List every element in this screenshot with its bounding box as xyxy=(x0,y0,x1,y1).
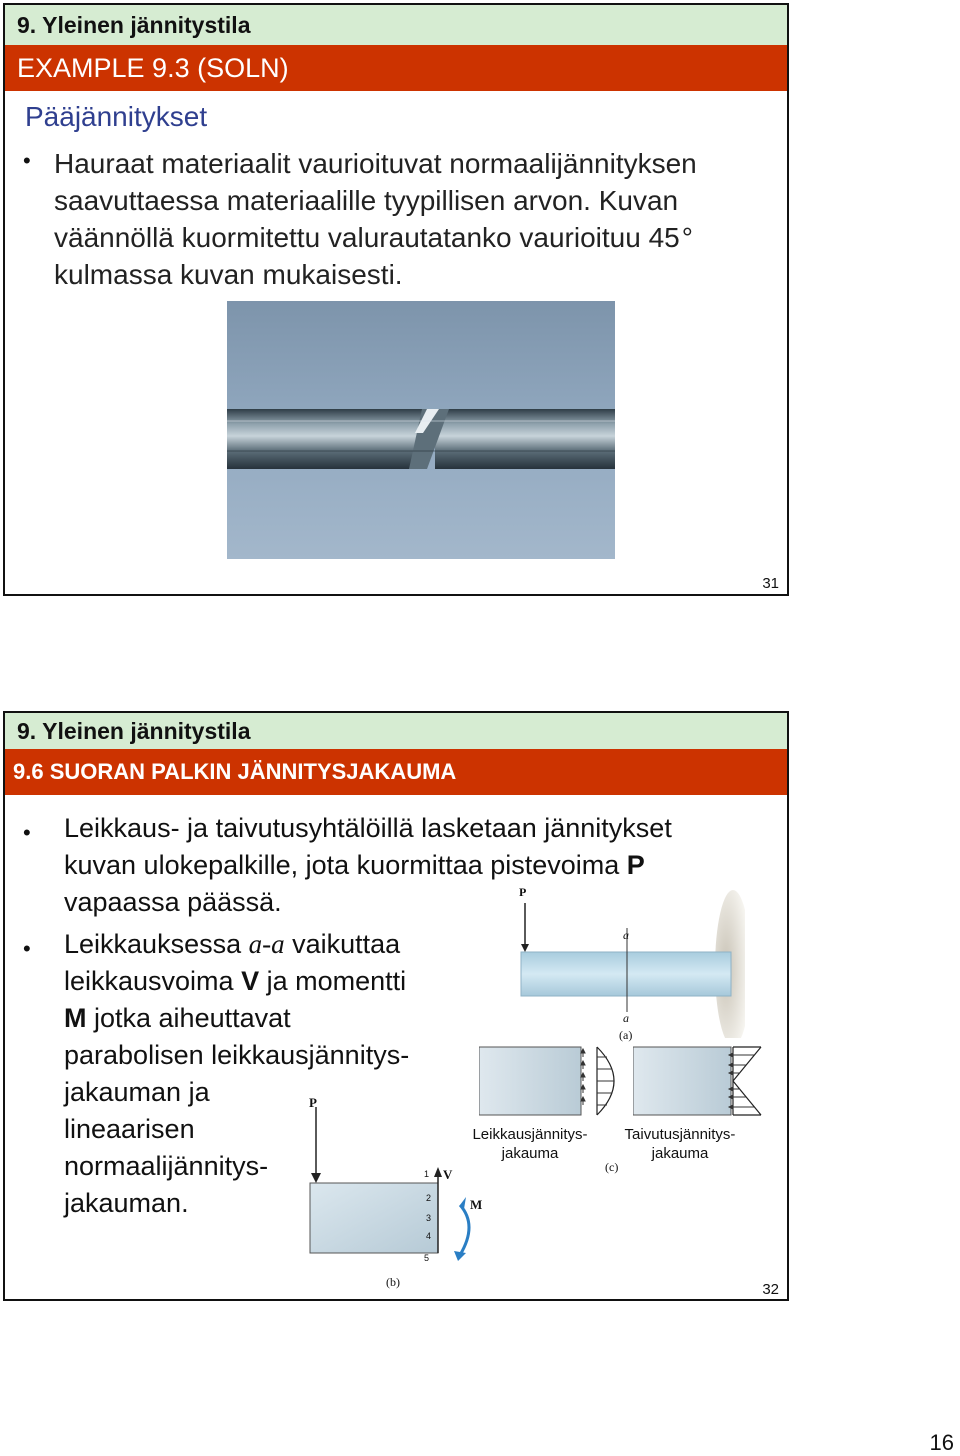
bullet-line: M jotka aiheuttavat xyxy=(64,1003,291,1033)
bullet-line: Hauraat materiaalit vaurioituvat normaalijännityksen xyxy=(54,148,697,179)
caption-b: (b) xyxy=(386,1275,400,1289)
bullet-dot: • xyxy=(23,148,31,173)
bullet-line: leikkausvoima V ja momentti xyxy=(64,966,407,996)
bullet-line: kuvan ulokepalkille, jota kuormittaa pistevoima P xyxy=(64,850,645,880)
moment-label-M: M xyxy=(470,1197,483,1212)
point-label: 2 xyxy=(426,1193,432,1203)
section-title: 9.6 SUORAN PALKIN JÄNNITYSJAKAUMA xyxy=(13,759,457,784)
example-title: EXAMPLE 9.3 (SOLN) xyxy=(17,53,289,83)
chapter-header xyxy=(5,5,787,45)
shear-stress-diagram xyxy=(479,1043,624,1123)
bullet-line: normaalijännitys- xyxy=(64,1151,269,1181)
bullet-line: Leikkauksessa a-a vaikuttaa xyxy=(64,929,401,959)
section-heading: Pääjännitykset xyxy=(25,101,208,132)
bullet-line: kulmassa kuvan mukaisesti. xyxy=(54,259,403,290)
bullet-line: saavuttaessa materiaalille tyypillisen arvon. Kuvan xyxy=(54,185,679,216)
bullet-line: jakauman. xyxy=(64,1188,189,1218)
point-label: 1 xyxy=(424,1169,430,1179)
section-header xyxy=(5,749,787,795)
section-label-a-bottom: a xyxy=(623,1011,629,1025)
force-symbol-P: P xyxy=(626,850,645,880)
force-label-P: P xyxy=(519,885,527,899)
point-label: 3 xyxy=(426,1213,432,1223)
page-number: 32 xyxy=(762,1281,779,1298)
shear-distribution-label: Leikkausjännitys- jakauma xyxy=(472,1126,588,1162)
fractured-bar-photo xyxy=(227,301,615,559)
example-header xyxy=(5,45,787,91)
point-label: 4 xyxy=(426,1231,432,1241)
bullet-line: jakauman ja xyxy=(64,1077,210,1107)
chapter-title: 9. Yleinen jännitystila xyxy=(17,12,251,38)
bullet-line: lineaarisen xyxy=(64,1114,195,1144)
document-page-number: 16 xyxy=(929,1430,954,1455)
caption-a: (a) xyxy=(619,1028,633,1042)
point-label: 5 xyxy=(424,1253,430,1263)
slide-31 xyxy=(3,3,789,596)
degree-symbol: ° xyxy=(681,222,693,253)
section-label-a-top: a xyxy=(623,928,629,942)
page-number: 31 xyxy=(762,575,779,592)
bending-stress-diagram xyxy=(633,1043,773,1123)
force-label-P-b: P xyxy=(309,1095,317,1110)
caption-c: (c) xyxy=(605,1160,619,1174)
chapter-header xyxy=(5,713,787,749)
bullet-line: Leikkaus- ja taivutusyhtälöillä lasketaan jännitykset xyxy=(64,813,672,843)
chapter-title: 9. Yleinen jännitystila xyxy=(17,718,251,744)
beam-segment-figure xyxy=(300,1085,500,1270)
section-symbol: a-a xyxy=(248,929,285,959)
bullet-dot: • xyxy=(23,936,31,961)
bullet-line: parabolisen leikkausjännitys- xyxy=(64,1040,410,1070)
bullet-text xyxy=(54,145,697,293)
bullet-dot: • xyxy=(23,820,31,845)
slide-32 xyxy=(3,711,789,1301)
bending-distribution-label: Taivutusjännitys- jakauma xyxy=(624,1126,736,1162)
bullet-line: vapaassa päässä. xyxy=(64,887,282,917)
shear-force-label-V: V xyxy=(443,1167,453,1182)
bullet-line: väännöllä kuormitettu valurautatanko vaurioituu 45° xyxy=(54,222,693,253)
